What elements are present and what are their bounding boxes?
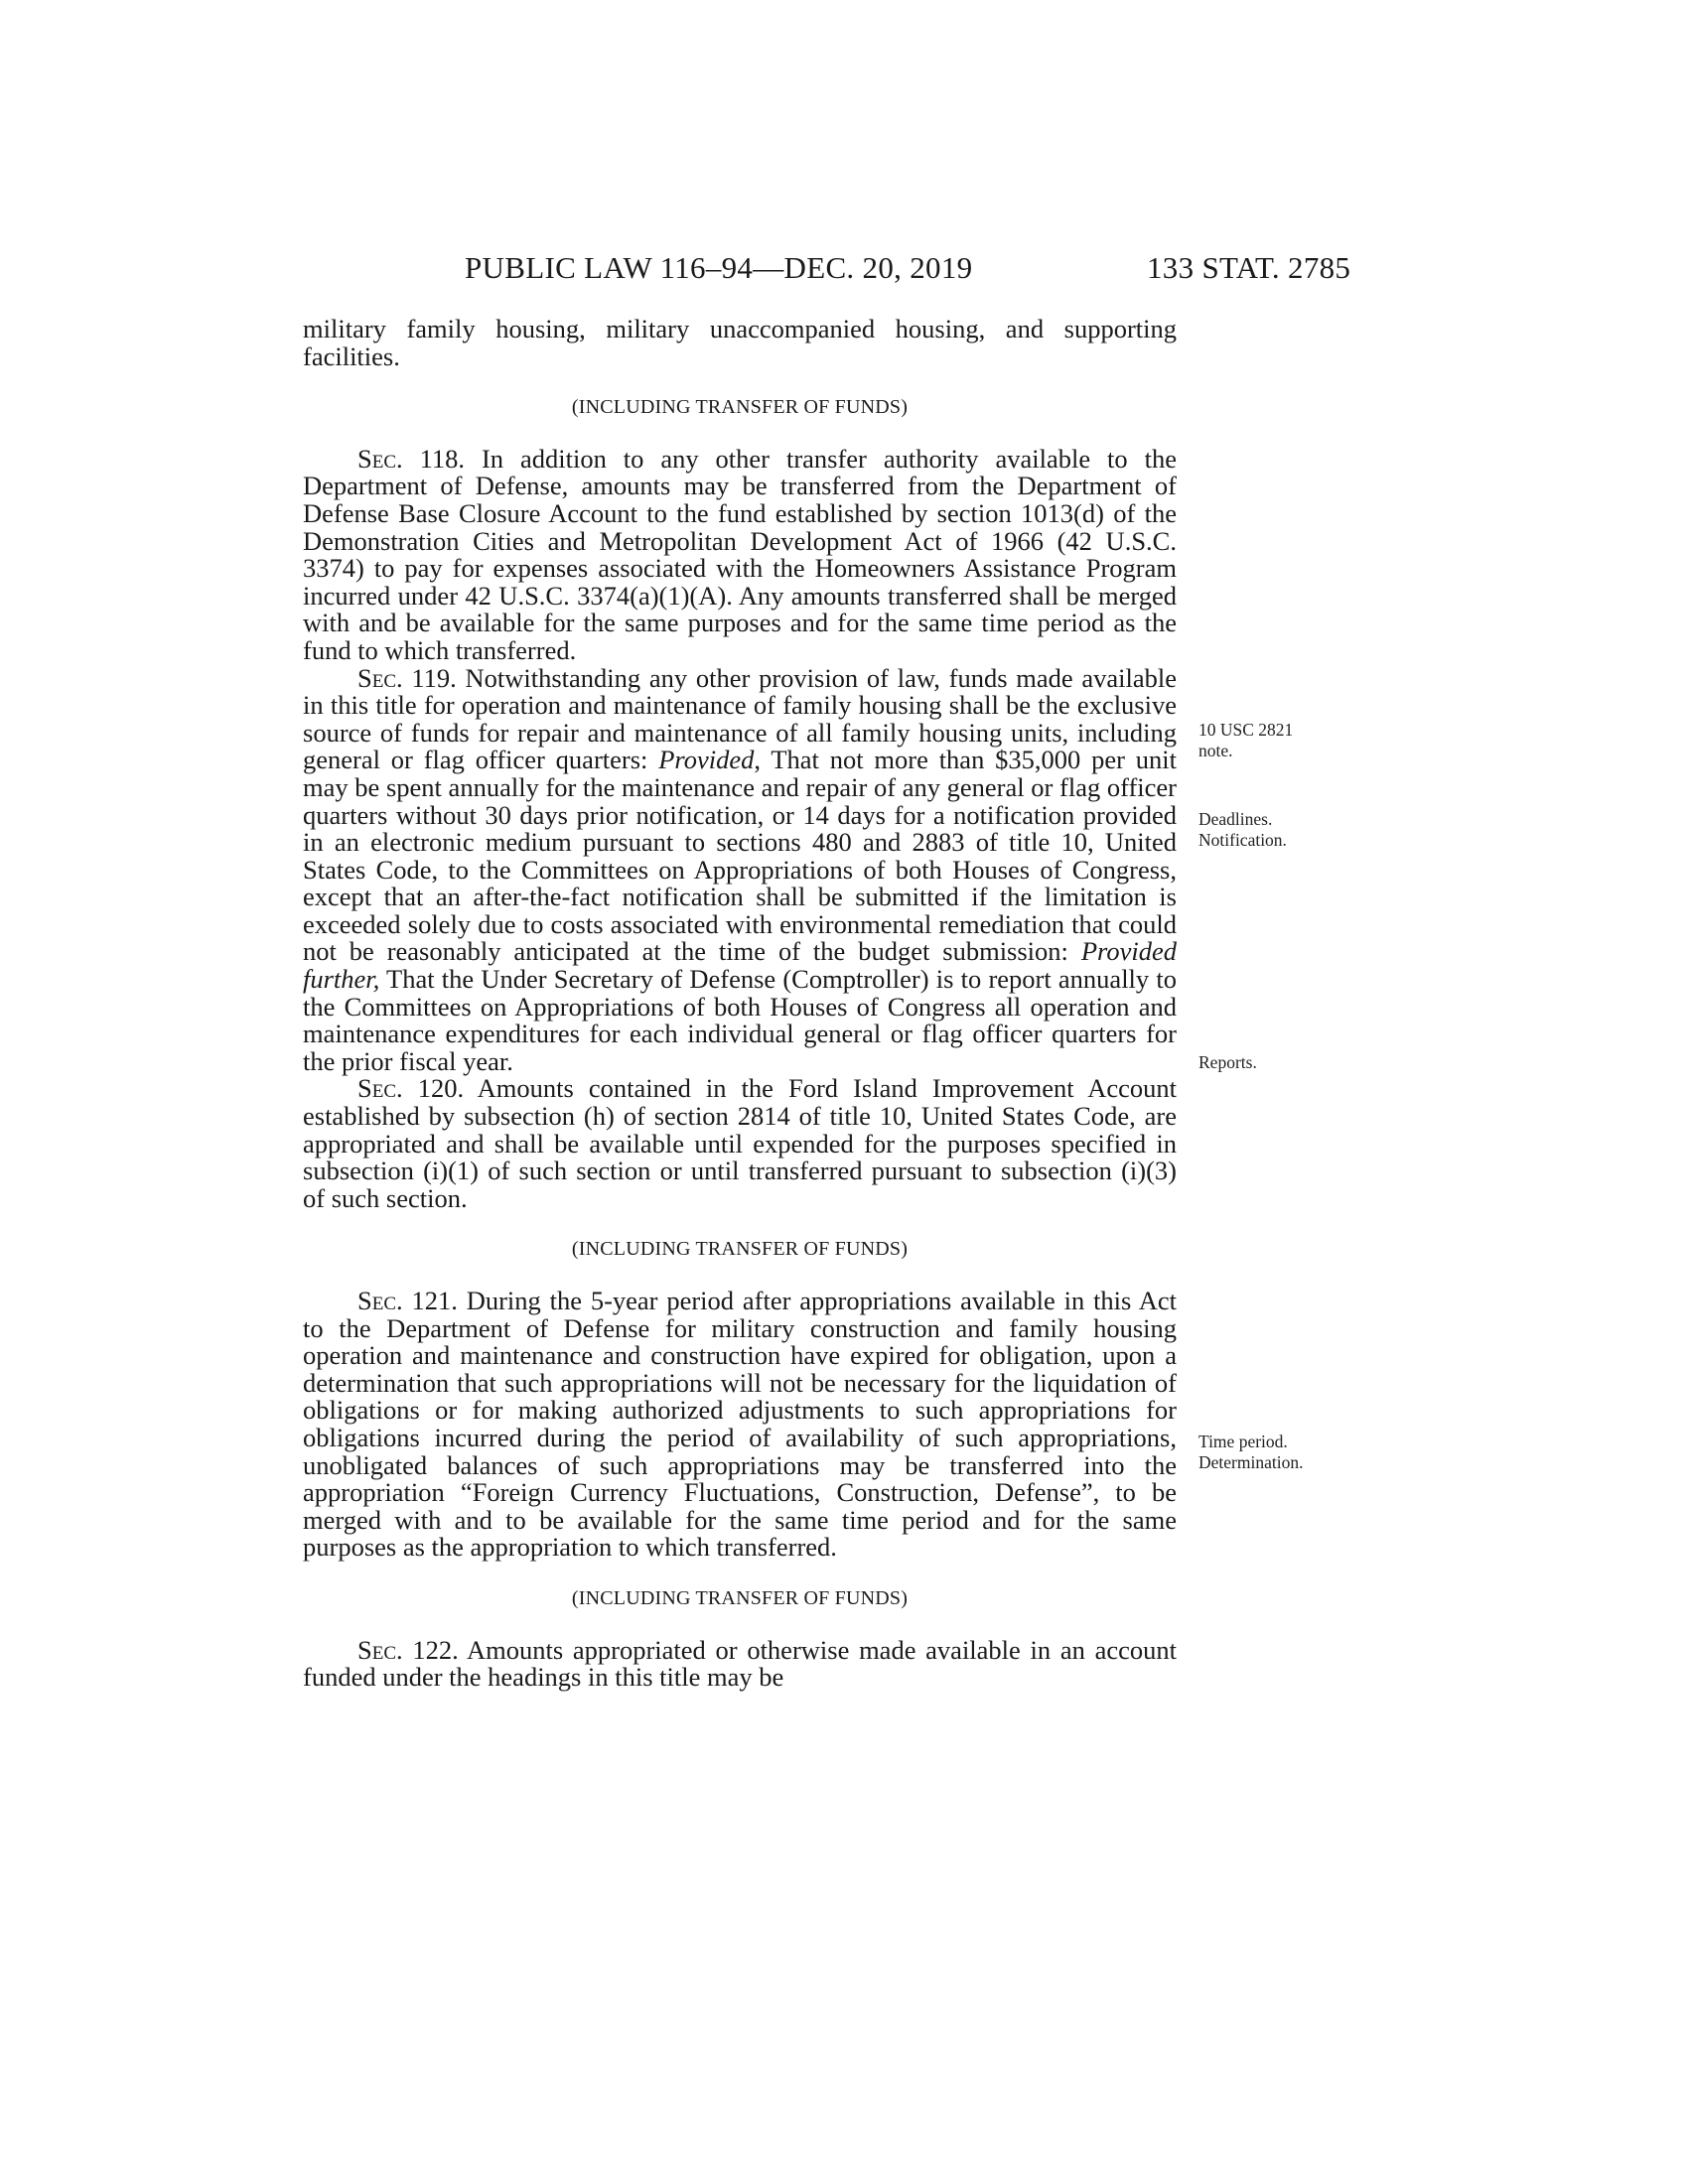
section-number: . 119.: [396, 662, 457, 693]
margin-note-line: 10 USC 2821: [1198, 720, 1294, 740]
body-text: [303, 316, 1177, 1692]
section-label: Sec: [357, 1073, 397, 1104]
section-text: In addition to any other transfer authority available to the Department of Defense, amounts may be transferred from the Department of Defense Base Closure Account to the fund established by section 1013(d) of the Demonstration Cities and Metropolitan Development Act of 1966 (42 U.S.C. 3374) to pay for expenses associated with the Homeowners Assistance Program incurred under 42 U.S.C. 3374(a)(1)(A). Any amounts transferred shall be merged with and be available for the same purposes and for the same time period as the fund to which transferred.: [303, 443, 1177, 665]
section-heading: (INCLUDING TRANSFER OF FUNDS): [571, 1586, 909, 1609]
section-number: . 118.: [396, 443, 465, 474]
section-text: Notwithstanding any other provision of law, funds made available in this title for operation and maintenance of family housing shall be the exclusive source of funds for repair and maintenance of all family housing units, including general or flag officer quarters:: [303, 662, 1177, 775]
running-head: [0, 250, 1688, 290]
section-number: . 122.: [396, 1634, 459, 1665]
section-label: Sec: [357, 443, 397, 474]
section-text: Amounts appropriated or otherwise made available in an account funded under the headings in this title may be: [303, 1634, 1177, 1693]
section-121: [303, 1288, 1177, 1562]
margin-note-time-period: [1198, 1432, 1357, 1473]
proviso-italic: Provided: [658, 745, 755, 775]
margin-note-line: note.: [1198, 741, 1233, 760]
section-text: Amounts contained in the Ford Island Improvement Account established by subsection (h) of section 2814 of title 10, United States Code, are appropriated and shall be available until expended for the purposes specified in subsection (i)(1) of such section or until transferred pursuant to subsection (i)(3) of such section.: [303, 1073, 1178, 1213]
section-text: , That not more than $35,000 per unit may be spent annually for the maintenance and repair of any general or flag officer quarters without 30 days prior notification, or 14 days for a notification provided in an electronic medium pursuant to sections 480 and 2883 of title 10, United States Code, to the Committees on Appropriations of both Houses of Congress, except that an after-the-fact notification shall be submitted if the limitation is exceeded solely due to costs associated with environmental remediation that could not be reasonably anticipated at the time of the budget submission:: [303, 745, 1177, 967]
section-122: [303, 1634, 1177, 1693]
margin-note-deadlines: [1198, 809, 1357, 851]
section-text: During the 5-year period after appropriations available in this Act to the Department of Defense for military construction and family housing operation and maintenance and construction have expired for obligation, upon a determination that such appropriations will not be necessary for the liquidation of obligations or for making authorized adjustments to such appropriations for obligations incurred during the period of availability of such appropriations, unobligated balances of such appropriations may be transferred into the appropriation “Foreign Currency Fluctuations, Construction, Defense”, to be merged with and to be available for the same time period and for the same purposes as the appropriation to which transferred.: [303, 1286, 1177, 1563]
statute-page-number: 133 STAT. 2785: [1147, 250, 1351, 285]
proviso-italic: Provided further,: [303, 936, 1177, 995]
section-label: Sec: [357, 1286, 397, 1315]
margin-note-line: Time period.: [1198, 1432, 1288, 1451]
section-heading: (INCLUDING TRANSFER OF FUNDS): [571, 1238, 909, 1261]
section-heading: (INCLUDING TRANSFER OF FUNDS): [571, 396, 909, 419]
law-title: PUBLIC LAW 116–94—DEC. 20, 2019: [465, 250, 973, 285]
section-label: Sec: [357, 1634, 397, 1665]
section-label: Sec: [357, 662, 397, 693]
section-number: . 121.: [396, 1286, 458, 1315]
section-number: . 120.: [396, 1073, 465, 1104]
section-119: [303, 662, 1177, 1076]
margin-note-reports: [1198, 1052, 1357, 1073]
section-118: [303, 443, 1177, 665]
margin-note-line: Deadlines.: [1198, 809, 1273, 829]
section-text: That the Under Secretary of Defense (Comptroller) is to report annually to the Committees on Appropriations of both Houses of Congress all operation and maintenance expenditures for each individual general or flag officer quarters for the prior fiscal year.: [303, 964, 1177, 1076]
margin-note-line: Reports.: [1198, 1052, 1257, 1072]
section-120: [303, 1075, 1177, 1212]
margin-note-usc: [1198, 720, 1357, 761]
margin-note-line: Notification.: [1198, 830, 1287, 850]
margin-note-line: Determination.: [1198, 1452, 1304, 1472]
intro-paragraph: military family housing, military unaccompanied housing, and supporting facilities.: [303, 314, 1177, 371]
